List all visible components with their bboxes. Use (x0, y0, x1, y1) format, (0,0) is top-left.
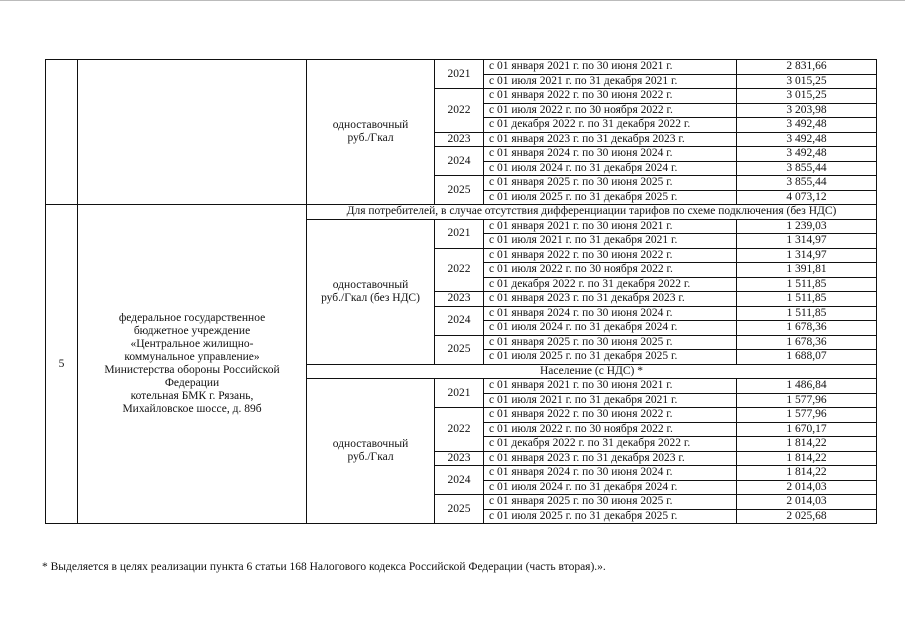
period-cell: с 01 июля 2021 г. по 31 декабря 2021 г. (484, 74, 737, 89)
tariff-value-cell: 1 814,22 (737, 451, 877, 466)
year-cell: 2023 (435, 451, 484, 466)
tariff-value-cell: 1 486,84 (737, 379, 877, 394)
period-cell: с 01 января 2024 г. по 30 июня 2024 г. (484, 306, 737, 321)
period-cell: с 01 января 2023 г. по 31 декабря 2023 г. (484, 451, 737, 466)
entry-number-cell-empty (46, 60, 78, 205)
year-cell: 2022 (435, 89, 484, 133)
tariff-value-cell: 1 670,17 (737, 422, 877, 437)
section-header-cell: Для потребителей, в случае отсутствия дифференциации тарифов по схеме подключения (без НДС) (307, 205, 877, 220)
year-cell: 2024 (435, 147, 484, 176)
period-cell: с 01 июля 2022 г. по 30 ноября 2022 г. (484, 263, 737, 278)
table-row (46, 60, 877, 75)
year-cell: 2022 (435, 248, 484, 292)
tariff-value-cell: 3 015,25 (737, 89, 877, 104)
tariff-value-cell: 1 314,97 (737, 234, 877, 249)
tariff-value-cell: 1 511,85 (737, 277, 877, 292)
period-cell: с 01 января 2025 г. по 30 июня 2025 г. (484, 176, 737, 191)
period-cell: с 01 июля 2024 г. по 31 декабря 2024 г. (484, 161, 737, 176)
period-cell: с 01 декабря 2022 г. по 31 декабря 2022 г. (484, 277, 737, 292)
tariff-value-cell: 1 678,36 (737, 321, 877, 336)
period-cell: с 01 января 2024 г. по 30 июня 2024 г. (484, 466, 737, 481)
period-cell: с 01 июля 2025 г. по 31 декабря 2025 г. (484, 350, 737, 365)
tariff-value-cell: 1 688,07 (737, 350, 877, 365)
period-cell: с 01 июля 2024 г. по 31 декабря 2024 г. (484, 480, 737, 495)
year-cell: 2024 (435, 306, 484, 335)
period-cell: с 01 января 2025 г. по 30 июня 2025 г. (484, 335, 737, 350)
period-cell: с 01 января 2021 г. по 30 июня 2021 г. (484, 219, 737, 234)
period-cell: с 01 июля 2021 г. по 31 декабря 2021 г. (484, 234, 737, 249)
tariff-value-cell: 2 014,03 (737, 495, 877, 510)
tariff-type-cell: одноставочный руб./Гкал (307, 60, 435, 205)
year-cell: 2025 (435, 176, 484, 205)
tariff-value-cell: 3 855,44 (737, 176, 877, 191)
tariff-type-cell: одноставочный руб./Гкал (307, 379, 435, 524)
tariff-value-cell: 3 492,48 (737, 147, 877, 162)
tariff-value-cell: 2 831,66 (737, 60, 877, 75)
period-cell: с 01 июля 2021 г. по 31 декабря 2021 г. (484, 393, 737, 408)
period-cell: с 01 июля 2024 г. по 31 декабря 2024 г. (484, 321, 737, 336)
year-cell: 2025 (435, 495, 484, 524)
period-cell: с 01 января 2022 г. по 30 июня 2022 г. (484, 408, 737, 423)
period-cell: с 01 июля 2025 г. по 31 декабря 2025 г. (484, 509, 737, 524)
tariff-value-cell: 4 073,12 (737, 190, 877, 205)
tariff-value-cell: 1 678,36 (737, 335, 877, 350)
year-cell: 2021 (435, 219, 484, 248)
tariff-value-cell: 2 025,68 (737, 509, 877, 524)
tariff-value-cell: 2 014,03 (737, 480, 877, 495)
period-cell: с 01 декабря 2022 г. по 31 декабря 2022 г. (484, 437, 737, 452)
period-cell: с 01 января 2022 г. по 30 июня 2022 г. (484, 248, 737, 263)
footnote: * Выделяется в целях реализации пункта 6 статьи 168 Налогового кодекса Российской Федерации (часть вторая).». (42, 561, 606, 573)
period-cell: с 01 января 2025 г. по 30 июня 2025 г. (484, 495, 737, 510)
tariff-value-cell: 1 391,81 (737, 263, 877, 278)
tariff-type-cell: одноставочный руб./Гкал (без НДС) (307, 219, 435, 364)
tariff-table (45, 59, 877, 524)
tariff-value-cell: 1 511,85 (737, 306, 877, 321)
period-cell: с 01 декабря 2022 г. по 31 декабря 2022 г. (484, 118, 737, 133)
organization-cell-empty (78, 60, 307, 205)
year-cell: 2023 (435, 292, 484, 307)
tariff-value-cell: 3 492,48 (737, 118, 877, 133)
page-top-line (0, 0, 905, 1)
period-cell: с 01 января 2023 г. по 31 декабря 2023 г. (484, 132, 737, 147)
tariff-table-body (46, 60, 877, 524)
year-cell: 2021 (435, 379, 484, 408)
period-cell: с 01 января 2021 г. по 30 июня 2021 г. (484, 60, 737, 75)
tariff-value-cell: 3 015,25 (737, 74, 877, 89)
period-cell: с 01 июля 2022 г. по 30 ноября 2022 г. (484, 422, 737, 437)
year-cell: 2025 (435, 335, 484, 364)
period-cell: с 01 июля 2022 г. по 30 ноября 2022 г. (484, 103, 737, 118)
tariff-value-cell: 1 814,22 (737, 466, 877, 481)
year-cell: 2021 (435, 60, 484, 89)
tariff-value-cell: 1 239,03 (737, 219, 877, 234)
period-cell: с 01 января 2022 г. по 30 июня 2022 г. (484, 89, 737, 104)
tariff-value-cell: 3 203,98 (737, 103, 877, 118)
period-cell: с 01 июля 2025 г. по 31 декабря 2025 г. (484, 190, 737, 205)
tariff-value-cell: 1 814,22 (737, 437, 877, 452)
section-header-row (46, 205, 877, 220)
period-cell: с 01 января 2024 г. по 30 июня 2024 г. (484, 147, 737, 162)
tariff-value-cell: 1 511,85 (737, 292, 877, 307)
year-cell: 2024 (435, 466, 484, 495)
organization-cell: федеральное государственное бюджетное учреждение «Центральное жилищно- коммунальное управление» Министерства обороны Российской Федерации котельная БМК г. Рязань, Михайловское шоссе, д. 89б (78, 205, 307, 524)
tariff-value-cell: 3 492,48 (737, 132, 877, 147)
period-cell: с 01 января 2021 г. по 30 июня 2021 г. (484, 379, 737, 394)
tariff-value-cell: 1 577,96 (737, 393, 877, 408)
year-cell: 2023 (435, 132, 484, 147)
period-cell: с 01 января 2023 г. по 31 декабря 2023 г. (484, 292, 737, 307)
year-cell: 2022 (435, 408, 484, 452)
tariff-value-cell: 1 314,97 (737, 248, 877, 263)
tariff-value-cell: 1 577,96 (737, 408, 877, 423)
entry-number-cell: 5 (46, 205, 78, 524)
tariff-value-cell: 3 855,44 (737, 161, 877, 176)
section-header-cell: Население (с НДС) * (307, 364, 877, 379)
